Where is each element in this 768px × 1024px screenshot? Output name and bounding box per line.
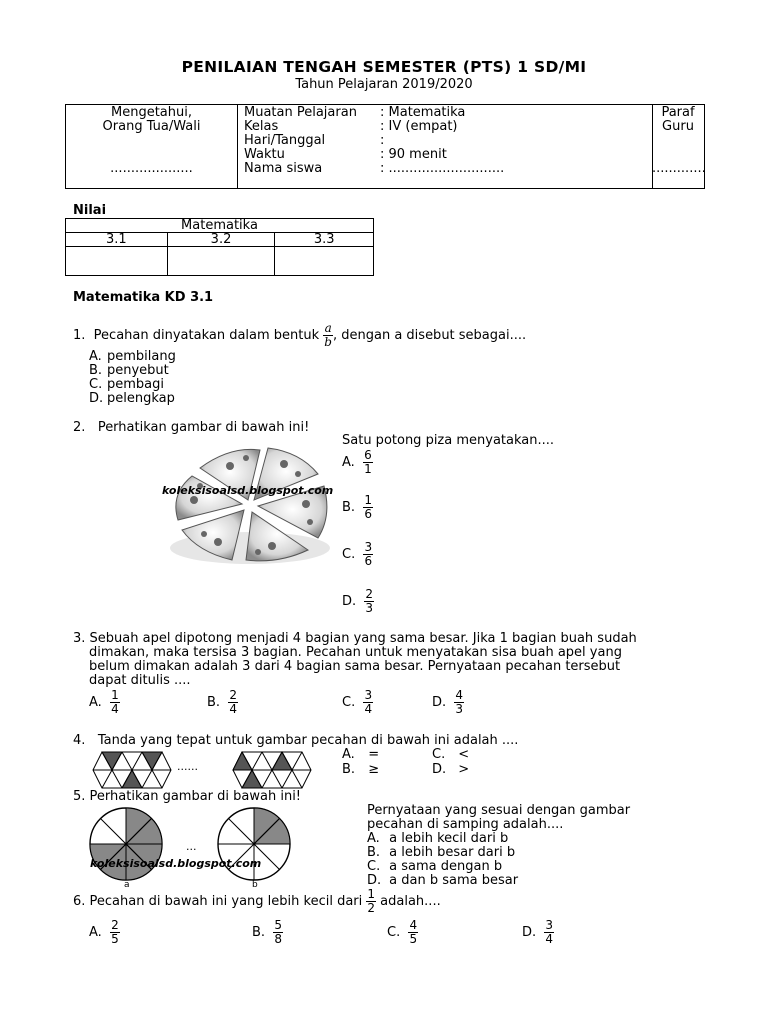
option-a[interactable]: A. $\frac{6}{1}$: [342, 448, 372, 476]
fraction: $\frac{2}{3}$: [365, 587, 374, 615]
parent-label-line1: Mengetahui,: [111, 105, 192, 120]
score-cell[interactable]: [275, 247, 374, 276]
question-5-prompt-line1: Pernyataan yang sesuai dengan gambar: [367, 803, 631, 818]
option-d[interactable]: D. $\frac{4}{3}$: [432, 688, 464, 716]
question-text: Tanda yang tepat untuk gambar pecahan di bawah ini adalah ....: [97, 733, 519, 748]
option-b[interactable]: B. ≥: [342, 762, 380, 777]
teacher-column: [652, 105, 704, 188]
score-column-header: 3.3: [275, 233, 374, 247]
exam-info-column: Muatan Pelajaran : Matematika Kelas : IV (empat) Hari/Tanggal : Waktu : 90 menit Nama siswa : ............................: [237, 105, 653, 188]
fraction: $\frac{3}{4}$: [545, 918, 554, 946]
pizza-image: [160, 438, 338, 570]
circle-label-b: b: [252, 880, 258, 890]
fraction-figure-right: [232, 751, 312, 789]
parent-label-line2: Orang Tua/Wali: [102, 119, 201, 134]
teacher-signature-line: .............: [652, 161, 706, 176]
question-text: adalah....: [380, 894, 441, 909]
option-b[interactable]: B. $\frac{5}{8}$: [252, 918, 282, 946]
option-c[interactable]: C. $\frac{4}{5}$: [387, 918, 418, 946]
score-column-header: 3.2: [167, 233, 275, 247]
option-d[interactable]: D. $\frac{3}{4}$: [522, 918, 554, 946]
question-1: 1. Pecahan dinyatakan dalam bentuk $\frac{a}{b}$ , dengan a disebut sebagai....: [73, 321, 527, 349]
question-text: Perhatikan gambar di bawah ini!: [97, 420, 310, 435]
option-c[interactable]: C. $\frac{3}{6}$: [342, 540, 373, 568]
option-c[interactable]: C. $\frac{3}{4}$: [342, 688, 373, 716]
score-column-header: 3.1: [66, 233, 168, 247]
question-3-line4: dapat ditulis ....: [89, 673, 191, 688]
question-text: , dengan a disebut sebagai....: [332, 328, 527, 343]
option-c[interactable]: C. a sama dengan b: [367, 859, 503, 874]
fraction: $\frac{3}{4}$: [364, 688, 373, 716]
option-a[interactable]: A. a lebih kecil dari b: [367, 831, 509, 846]
circle-label-a: a: [124, 880, 130, 890]
header-box: [65, 104, 705, 189]
option-a[interactable]: A. =: [342, 747, 380, 762]
watermark-text: koleksisoalsd.blogspot.com: [162, 484, 334, 497]
fraction: $\frac{4}{5}$: [409, 918, 418, 946]
question-2-prompt: Satu potong piza menyatakan....: [342, 433, 555, 448]
watermark-text: koleksisoalsd.blogspot.com: [90, 857, 262, 870]
option-c[interactable]: C. pembagi: [89, 377, 164, 392]
option-d[interactable]: D. a dan b sama besar: [367, 873, 519, 888]
question-6: [73, 888, 441, 915]
question-3-line3: belum dimakan adalah 3 dari 4 bagian sama besar. Pernyataan pecahan tersebut: [89, 659, 621, 674]
option-d[interactable]: D. $\frac{2}{3}$: [342, 587, 374, 615]
fraction: $\frac{6}{1}$: [364, 448, 372, 476]
fraction: $\frac{2}{4}$: [229, 688, 237, 716]
fraction: $\frac{1}{2}$: [367, 887, 376, 915]
comparison-blank: ......: [177, 760, 198, 773]
fraction: $\frac{4}{3}$: [455, 688, 464, 716]
fraction: $\frac{2}{5}$: [111, 918, 119, 946]
question-2: 2. Perhatikan gambar di bawah ini!: [73, 420, 310, 435]
section-title: Matematika KD 3.1: [73, 290, 214, 305]
option-b[interactable]: B. $\frac{2}{4}$: [207, 688, 237, 716]
option-b[interactable]: B. penyebut: [89, 363, 169, 378]
fraction-figure-left: [92, 751, 172, 789]
circle-fraction-figure: [86, 806, 298, 890]
option-b[interactable]: B. $\frac{1}{6}$: [342, 493, 372, 521]
score-cell[interactable]: [167, 247, 275, 276]
page-title: PENILAIAN TENGAH SEMESTER (PTS) 1 SD/MI: [181, 58, 587, 76]
fraction: $\frac{1}{4}$: [111, 688, 119, 716]
question-5: 5. Perhatikan gambar di bawah ini!: [73, 789, 302, 804]
option-b[interactable]: B. a lebih besar dari b: [367, 845, 516, 860]
question-5-prompt-line2: pecahan di samping adalah....: [367, 817, 564, 832]
score-label: Nilai: [73, 203, 107, 218]
page-subtitle: Tahun Pelajaran 2019/2020: [295, 77, 473, 92]
comparison-blank: ...: [186, 840, 197, 853]
teacher-sign-label: Paraf Guru: [661, 105, 695, 134]
score-table: [65, 218, 374, 276]
parent-column: [66, 105, 238, 188]
fraction: $\frac{3}{6}$: [364, 540, 373, 568]
question-text: Pecahan dinyatakan dalam bentuk: [93, 328, 320, 343]
parent-signature-line: ....................: [110, 161, 193, 176]
score-subject-header: Matematika: [66, 219, 374, 233]
question-4: 4. Tanda yang tepat untuk gambar pecahan di bawah ini adalah ....: [73, 733, 519, 748]
question-3-line1: 3. Sebuah apel dipotong menjadi 4 bagian yang sama besar. Jika 1 bagian buah sudah: [73, 631, 637, 646]
question-text: 6. Pecahan di bawah ini yang lebih kecil dari: [73, 894, 363, 909]
fraction: $\frac{a}{b}$: [324, 321, 332, 349]
question-3-line2: dimakan, maka tersisa 3 bagian. Pecahan untuk menyatakan sisa buah apel yang: [89, 645, 622, 660]
option-a[interactable]: A. $\frac{1}{4}$: [89, 688, 119, 716]
option-a[interactable]: A. $\frac{2}{5}$: [89, 918, 119, 946]
option-c[interactable]: C. <: [432, 747, 470, 762]
option-a[interactable]: A. pembilang: [89, 349, 176, 364]
fraction: $\frac{1}{6}$: [364, 493, 372, 521]
option-d[interactable]: D. pelengkap: [89, 391, 175, 406]
fraction: $\frac{5}{8}$: [274, 918, 282, 946]
option-d[interactable]: D. >: [432, 762, 470, 777]
score-cell[interactable]: [66, 247, 168, 276]
